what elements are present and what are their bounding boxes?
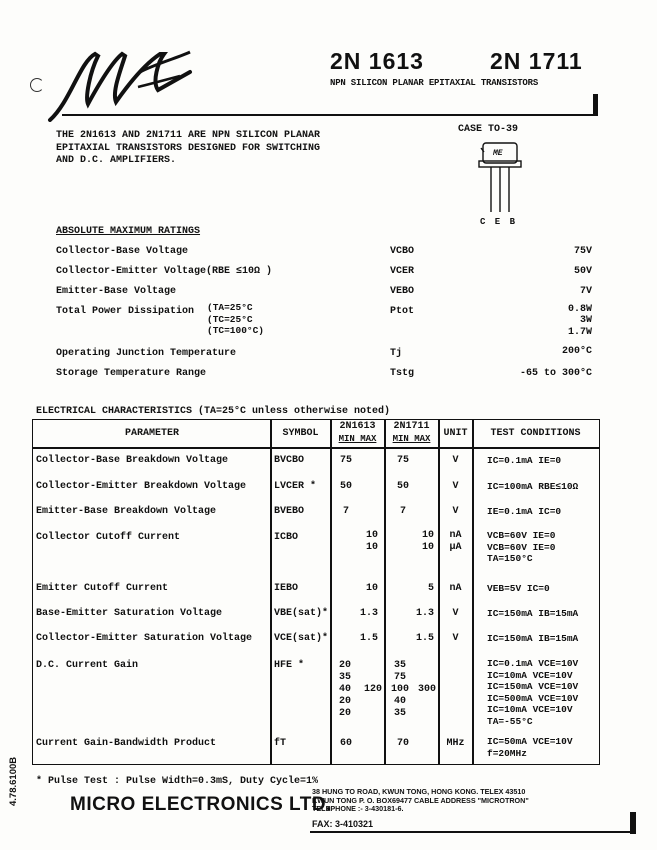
- abs-row-param: Storage Temperature Range: [56, 368, 207, 379]
- power-conditions: (TA=25°C (TC=25°C (TC=100°C): [207, 302, 265, 336]
- abs-row-value-extra: 3W: [579, 315, 592, 326]
- value-cell: 7: [342, 506, 349, 517]
- col-header-unit: UNIT: [443, 428, 468, 439]
- abs-row-value: 200°C: [561, 346, 592, 357]
- page-mark-left: [30, 78, 44, 92]
- abs-row-symbol: VEBO: [390, 286, 415, 297]
- param-cell: Collector-Base Breakdown Voltage: [36, 455, 229, 466]
- col-header-2n1613: 2N1613: [339, 421, 376, 432]
- elec-heading: ELECTRICAL CHARACTERISTICS (TA=25°C unless otherwise noted): [36, 406, 391, 417]
- company-address: 38 HUNG TO ROAD, KWUN TONG, HONG KONG. TELEX 43510 KWUN TONG P. O. BOX69477 CABLE ADDRESS "MICROTRON" TELEPHONE :- 3-430181-6.: [312, 787, 529, 814]
- abs-row-value: 75V: [573, 246, 592, 257]
- fax-number: FAX: 3-410321: [312, 819, 374, 829]
- param-cell: Collector Cutoff Current: [36, 532, 181, 543]
- unit-cell: nA: [449, 583, 462, 594]
- symbol-cell: VBE(sat)*: [274, 608, 329, 619]
- param-cell: Emitter Cutoff Current: [36, 583, 169, 594]
- value-cell: 10 10: [421, 530, 434, 553]
- intro-line-3: AND D.C. AMPLIFIERS.: [56, 155, 177, 166]
- symbol-cell: BVEBO: [274, 506, 305, 517]
- abs-row-param: Collector-Base Voltage: [56, 246, 189, 257]
- col-header-symbol: SYMBOL: [282, 428, 319, 439]
- abs-row-value: -65 to 300°C: [519, 368, 592, 379]
- test-cell: IC=100mA RBE≤10Ω: [487, 481, 579, 492]
- value-cell: 75: [396, 455, 409, 466]
- abs-row-value-extra: 1.7W: [567, 327, 592, 338]
- abs-row-symbol: Tstg: [390, 368, 415, 379]
- test-cell: IE=0.1mA IC=0: [487, 506, 562, 517]
- test-cell: VEB=5V IC=0: [487, 583, 550, 594]
- unit-cell: V: [452, 506, 459, 517]
- value-cell: 1.3: [359, 608, 378, 619]
- symbol-cell: fT: [274, 738, 287, 749]
- symbol-cell: ICBO: [274, 532, 299, 543]
- test-cell: IC=50mA VCE=10V f=20MHz: [487, 736, 573, 759]
- intro-line-1: THE 2N1613 AND 2N1711 ARE NPN SILICON PLANAR: [56, 130, 321, 141]
- abs-row-param: Collector-Emitter Voltage(RBE ≤10Ω ): [56, 266, 273, 277]
- abs-row-symbol: Ptot: [390, 306, 415, 317]
- col-divider: [330, 419, 332, 764]
- col-header-2n1711: 2N1711: [393, 421, 430, 432]
- col-divider: [270, 419, 272, 764]
- param-cell: Emitter-Base Breakdown Voltage: [36, 506, 217, 517]
- value-cell: 35 75 100 40 35: [390, 660, 409, 719]
- value-cell: 300: [417, 684, 436, 695]
- abs-max-heading: ABSOLUTE MAXIMUM RATINGS: [56, 226, 201, 237]
- case-pins: C E B: [480, 217, 518, 227]
- value-cell: 70: [396, 738, 409, 749]
- part-number-1: 2N 1613: [330, 48, 424, 74]
- value-cell: 60: [339, 738, 352, 749]
- header-rule: [62, 114, 597, 116]
- abs-row-value: 50V: [573, 266, 592, 277]
- symbol-cell: VCE(sat)*: [274, 633, 329, 644]
- abs-row-symbol: Tj: [390, 348, 403, 359]
- col-header-minmax: MIN MAX: [392, 434, 431, 444]
- pulse-test-note: * Pulse Test : Pulse Width=0.3mS, Duty Cycle=1%: [36, 776, 319, 787]
- company-logo: [40, 42, 200, 122]
- value-cell: 75: [339, 455, 352, 466]
- unit-cell: V: [452, 455, 459, 466]
- param-cell: D.C. Current Gain: [36, 660, 139, 671]
- case-label: CASE TO-39: [458, 124, 519, 135]
- test-cell: IC=0.1mA IE=0: [487, 455, 562, 466]
- value-cell: 20 35 40 20 20: [338, 660, 351, 719]
- unit-cell: V: [452, 633, 459, 644]
- col-divider: [472, 419, 474, 764]
- col-divider: [384, 419, 386, 764]
- unit-cell: V: [452, 608, 459, 619]
- subtitle: NPN SILICON PLANAR EPITAXIAL TRANSISTORS: [330, 78, 539, 88]
- value-cell: 120: [363, 684, 382, 695]
- abs-row-symbol: VCBO: [390, 246, 415, 257]
- col-header-minmax: MIN MAX: [338, 434, 377, 444]
- test-cell: IC=150mA IB=15mA: [487, 608, 579, 619]
- abs-row-value: 0.8W: [567, 304, 592, 315]
- footer-rule-right: [630, 812, 636, 834]
- intro-text: [56, 130, 320, 168]
- value-cell: 1.5: [359, 633, 378, 644]
- test-cell: VCB=60V IE=0 VCB=60V IE=0 TA=150°C: [487, 530, 556, 564]
- header-rule-right: [593, 94, 598, 116]
- value-cell: 10 10: [365, 530, 378, 553]
- case-logo: ME: [493, 149, 503, 158]
- company-name: MICRO ELECTRONICS LTD.: [70, 794, 332, 815]
- abs-row-param: Operating Junction Temperature: [56, 348, 237, 359]
- unit-cell: MHz: [446, 738, 465, 749]
- abs-row-param: Emitter-Base Voltage: [56, 286, 177, 297]
- value-cell: 7: [399, 506, 406, 517]
- symbol-cell: BVCBO: [274, 455, 305, 466]
- test-cell: IC=0.1mA VCE=10V IC=10mA VCE=10V IC=150mA VCE=10V IC=500mA VCE=10V IC=10mA VCE=10V TA=-55°C: [487, 658, 579, 727]
- value-cell: 50: [339, 481, 352, 492]
- param-cell: Current Gain-Bandwidth Product: [36, 738, 217, 749]
- abs-row-param: Total Power Dissipation: [56, 306, 195, 317]
- symbol-cell: LVCER *: [274, 481, 317, 492]
- col-header-parameter: PARAMETER: [124, 428, 179, 439]
- param-cell: Collector-Emitter Breakdown Voltage: [36, 481, 247, 492]
- value-cell: 50: [396, 481, 409, 492]
- part-number-2: 2N 1711: [490, 48, 583, 74]
- value-cell: 1.3: [415, 608, 434, 619]
- col-header-test: TEST CONDITIONS: [490, 428, 581, 439]
- value-cell: 10: [365, 583, 378, 594]
- param-cell: Base-Emitter Saturation Voltage: [36, 608, 223, 619]
- abs-row-value: 7V: [579, 286, 592, 297]
- abs-row-symbol: VCER: [390, 266, 415, 277]
- symbol-cell: IEBO: [274, 583, 299, 594]
- side-code: 4.78.6100B: [8, 756, 19, 806]
- table-header-divider: [32, 447, 600, 449]
- param-cell: Collector-Emitter Saturation Voltage: [36, 633, 253, 644]
- test-cell: IC=150mA IB=15mA: [487, 633, 579, 644]
- unit-cell: V: [452, 481, 459, 492]
- intro-line-2: EPITAXIAL TRANSISTORS DESIGNED FOR SWITCHING: [56, 142, 321, 154]
- footer-rule: [310, 831, 635, 833]
- value-cell: 5: [427, 583, 434, 594]
- value-cell: 1.5: [415, 633, 434, 644]
- symbol-cell: HFE *: [274, 660, 305, 671]
- unit-cell: nA μA: [449, 530, 462, 553]
